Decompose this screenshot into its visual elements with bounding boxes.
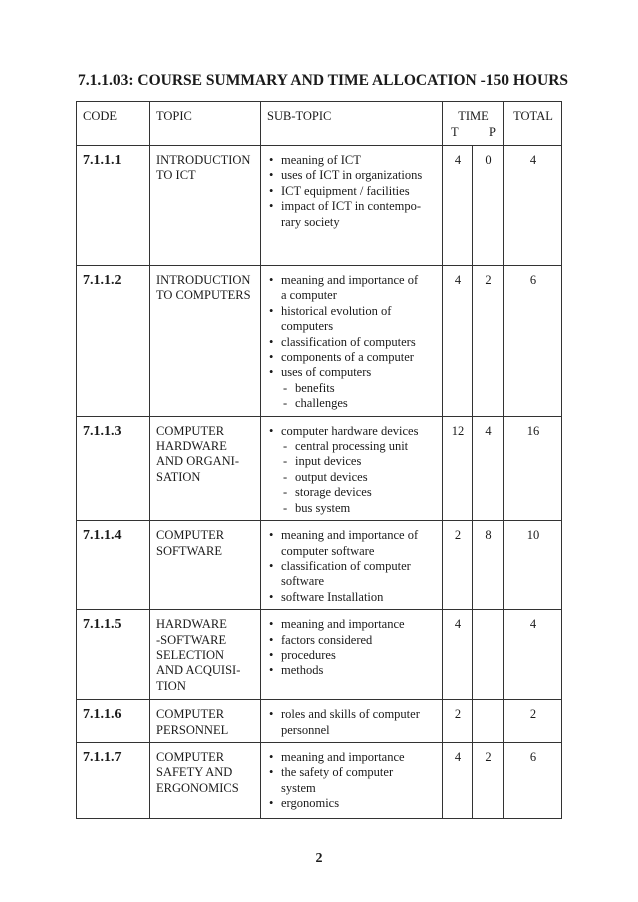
subtopic-bullet-item: • roles and skills of computer (267, 707, 437, 722)
subtopic-dash-item: - input devices (267, 454, 437, 469)
table-row (77, 700, 562, 743)
time-p-cell: 4 (473, 416, 504, 520)
subtopic-bullet-item: personnel (281, 722, 330, 737)
subtopic-bullet-item: • meaning of ICT (267, 153, 437, 168)
subtopic-bullet-item: • impact of ICT in contempo- (267, 199, 437, 214)
time-t-cell: 12 (443, 416, 473, 520)
topic-line: -SOFTWARE (156, 632, 227, 647)
total-cell: 4 (504, 610, 562, 700)
subtopic-bullet-item: • meaning and importance (267, 617, 437, 632)
time-p-cell (473, 700, 504, 743)
code-cell: 7.1.1.1 (77, 146, 150, 266)
time-p-cell: 0 (473, 146, 504, 266)
topic-line: INTRODUCTION (156, 153, 251, 167)
header-subtopic: SUB-TOPIC (261, 102, 443, 146)
subtopic-bullet-item: • computer hardware devices (267, 424, 437, 439)
topic-line: SOFTWARE (156, 543, 222, 558)
topic-cell (150, 146, 261, 266)
topic-line: INTRODUCTION (156, 273, 251, 287)
time-t-cell: 4 (443, 146, 473, 266)
time-p-cell (473, 610, 504, 700)
table-header-row (77, 102, 562, 146)
header-time (443, 102, 504, 146)
subtopic-bullet-item: • components of a computer (267, 350, 437, 365)
subtopic-dash-item: - bus system (267, 501, 437, 516)
subtopic-dash-item: - challenges (267, 396, 437, 411)
time-p-cell: 8 (473, 521, 504, 610)
subtopic-bullet-item: • meaning and importance of (267, 528, 437, 543)
topic-cell (150, 610, 261, 700)
subtopic-bullet-item: system (281, 780, 316, 795)
subtopic-list (267, 750, 437, 812)
subtopic-cell (261, 521, 443, 610)
subtopic-bullet-item: software (281, 574, 325, 589)
subtopic-bullet-item: • historical evolution of (267, 304, 437, 319)
subtopic-cell (261, 610, 443, 700)
time-p-cell: 2 (473, 266, 504, 417)
topic-line: PERSONNEL (156, 722, 229, 737)
course-summary-table (76, 101, 562, 819)
header-time-split (449, 125, 498, 140)
topic-line: ERGONOMICS (156, 780, 239, 795)
time-t-cell: 4 (443, 742, 473, 818)
topic-line: COMPUTER (156, 707, 225, 722)
subtopic-list (267, 273, 437, 412)
topic-cell (150, 266, 261, 417)
subtopic-bullet-item: • classification of computers (267, 335, 437, 350)
subtopic-bullet-item: • ergonomics (267, 796, 437, 811)
page-number: 2 (315, 851, 323, 866)
subtopic-bullet-item: computer software (281, 543, 375, 558)
header-p: P (489, 125, 496, 140)
subtopic-bullet-item: • classification of computer (267, 559, 437, 574)
table-row (77, 266, 562, 417)
subtopic-bullet-item: • uses of computers (267, 365, 437, 380)
time-p-cell: 2 (473, 742, 504, 818)
time-t-cell: 2 (443, 521, 473, 610)
subtopic-list (267, 153, 437, 230)
topic-line: SAFETY AND (156, 765, 233, 780)
total-cell: 4 (504, 146, 562, 266)
subtopic-bullet-item: • meaning and importance of (267, 273, 437, 288)
topic-line: COMPUTER (156, 423, 225, 438)
time-t-cell: 4 (443, 266, 473, 417)
code-cell: 7.1.1.4 (77, 521, 150, 610)
subtopic-bullet-item: rary society (281, 214, 340, 229)
header-total: TOTAL (504, 102, 562, 146)
subtopic-bullet-item: • procedures (267, 648, 437, 663)
subtopic-dash-item: - central processing unit (267, 439, 437, 454)
subtopic-dash-item: - benefits (267, 381, 437, 396)
topic-cell (150, 742, 261, 818)
total-cell: 6 (504, 266, 562, 417)
table-body (77, 102, 562, 819)
subtopic-bullet-item: • meaning and importance (267, 750, 437, 765)
subtopic-bullet-item: • ICT equipment / facilities (267, 184, 437, 199)
subtopic-list (267, 528, 437, 605)
table-row (77, 610, 562, 700)
topic-line: COMPUTER (156, 749, 225, 764)
subtopic-dash-item: - output devices (267, 470, 437, 485)
header-code: CODE (77, 102, 150, 146)
time-t-cell: 2 (443, 700, 473, 743)
table-row (77, 742, 562, 818)
total-cell: 16 (504, 416, 562, 520)
total-cell: 6 (504, 742, 562, 818)
topic-line: SATION (156, 469, 201, 484)
time-t-cell: 4 (443, 610, 473, 700)
total-cell: 2 (504, 700, 562, 743)
header-t: T (451, 125, 459, 140)
subtopic-list (267, 617, 437, 679)
subtopic-list (267, 707, 437, 738)
subtopic-bullet-item: computers (281, 319, 334, 334)
code-cell: 7.1.1.6 (77, 700, 150, 743)
subtopic-cell (261, 146, 443, 266)
topic-line: TO ICT (156, 168, 196, 183)
total-cell: 10 (504, 521, 562, 610)
topic-cell (150, 416, 261, 520)
header-topic: TOPIC (150, 102, 261, 146)
code-cell: 7.1.1.3 (77, 416, 150, 520)
code-cell: 7.1.1.5 (77, 610, 150, 700)
topic-line: SELECTION (156, 647, 225, 662)
subtopic-bullet-item: • software Installation (267, 590, 437, 605)
subtopic-bullet-item: • uses of ICT in organizations (267, 168, 437, 183)
subtopic-bullet-item: • the safety of computer (267, 765, 437, 780)
topic-line: AND ACQUISI- (156, 663, 241, 678)
topic-cell (150, 700, 261, 743)
header-time-label: TIME (458, 109, 489, 123)
topic-line: COMPUTER (156, 528, 225, 543)
topic-line: HARDWARE (156, 617, 227, 632)
code-cell: 7.1.1.2 (77, 266, 150, 417)
subtopic-bullet-item: • methods (267, 663, 437, 678)
topic-line: TO COMPUTERS (156, 288, 251, 303)
topic-line: TION (156, 678, 186, 693)
subtopic-cell (261, 700, 443, 743)
subtopic-cell (261, 416, 443, 520)
subtopic-bullet-item: • factors considered (267, 633, 437, 648)
subtopic-dash-item: - storage devices (267, 485, 437, 500)
subtopic-bullet-item: a computer (281, 288, 337, 303)
subtopic-cell (261, 742, 443, 818)
table-row (77, 521, 562, 610)
table-row (77, 416, 562, 520)
subtopic-list (267, 424, 437, 516)
topic-line: AND ORGANI- (156, 454, 239, 469)
table-row (77, 146, 562, 266)
topic-line: HARDWARE (156, 439, 227, 454)
subtopic-cell (261, 266, 443, 417)
topic-cell (150, 521, 261, 610)
page-heading: 7.1.1.03: COURSE SUMMARY AND TIME ALLOCATION -150 HOURS (78, 72, 569, 89)
code-cell: 7.1.1.7 (77, 742, 150, 818)
